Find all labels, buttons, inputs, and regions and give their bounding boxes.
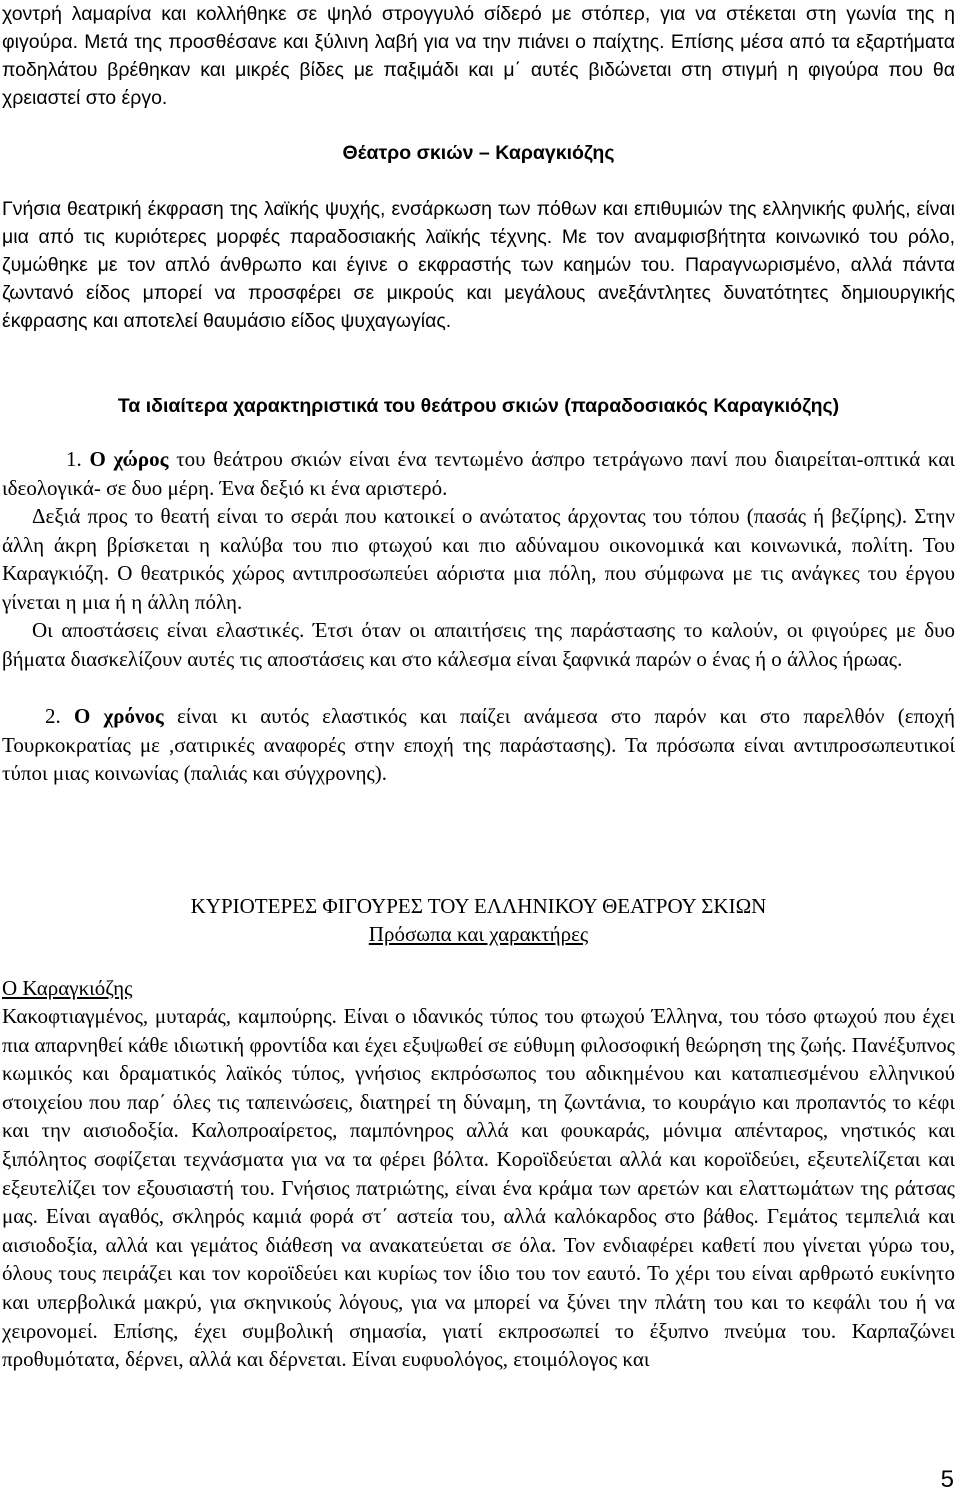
item-1-paragraph-3: Οι αποστάσεις είναι ελαστικές. Έτσι όταν οι απαιτήσεις της παράστασης το καλούν, οι φιγούρες με δυο βήματα διασκελίζουν αυτές τις αποστάσεις και στο κάλεσμα είναι ξαφνικά παρών ο ένας ή ο άλλος ήρωας.	[2, 618, 955, 671]
item-1-text: του θεάτρου σκιών είναι ένα τεντωμένο άσπρο τετράγωνο πανί που διαιρείται-οπτικά και ιδεολογικά- σε δυο μέρη. Ένα δεξιό κι ένα αριστερό.	[2, 447, 955, 500]
item-2-term: Ο χρόνος	[73, 704, 164, 728]
section-heading-shadow-theatre: Θέατρο σκιών – Καραγκιόζης	[342, 142, 615, 164]
shadow-theatre-paragraph: Γνήσια θεατρική έκφραση της λαϊκής ψυχής, ενσάρκωση των πόθων και επιθυμιών της ελληνικής φυλής, είναι μια από τις κυριότερες μορφές παραδοσιακής λαϊκής τέχνης. Με τον αναμφισβήτητα κοινωνικό του ρόλο, ζυμώθηκε με τον απλό άνθρωπο και έγινε ο εκφραστής των καημών του. Παραγνωρισμένο, αλλά πάντα ζωντανό είδος μπορεί να προσφέρει σε μικρούς και μεγάλους ανεξάντλητες δυνατότητες δημιουργικής έκφρασης και αποτελεί θαυμάσιο είδος ψυχαγωγίας.	[2, 198, 955, 332]
page-number: 5	[940, 1466, 954, 1493]
item-2-paragraph	[2, 702, 955, 788]
item-2-number: 2.	[45, 704, 74, 728]
item-1-term: Ο χώρος	[89, 447, 169, 471]
section-heading-figures: ΚΥΡΙΟΤΕΡΕΣ ΦΙΓΟΥΡΕΣ ΤΟΥ ΕΛΛΗΝΙΚΟΥ ΘΕΑΤΡΟΥ ΣΚΙΩΝ	[190, 894, 767, 918]
item-1-paragraph-2: Δεξιά προς το θεατή είναι το σεράι που κατοικεί ο ανώτατος άρχοντας του τόπου (πασάς ή βεζίρης). Στην άλλη άκρη βρίσκεται η καλύβα του πιο φτωχού και πιο αδύναμου οικονομικά και κοινωνικά, πολίτη. Του Καραγκιόζη. Ο θεατρικός χώρος αντιπροσωπεύει αόριστα μια πόλη, που σύμφωνα με τις ανάγκες του έργου γίνεται η μια ή η άλλη πόλη.	[2, 504, 955, 614]
section-heading-characteristics: Τα ιδιαίτερα χαρακτηριστικά του θεάτρου σκιών (παραδοσιακός Καραγκιόζης)	[117, 395, 840, 417]
item-1-number: 1.	[66, 447, 90, 471]
intro-paragraph: χοντρή λαμαρίνα και κολλήθηκε σε ψηλό στρογγυλό σίδερό με στόπερ, για να στέκεται στη γωνία της η φιγούρα. Μετά της προσθέσανε και ξύλινη λαβή για να την πιάνει ο παίχτης. Επίσης μέσα από τα εξαρτήματα ποδηλάτου βρέθηκαν και μικρές βίδες με παξιμάδι και μ΄ αυτές βιδώνεται στη στιγμή η φιγούρα που θα χρειαστεί στο έργο.	[2, 3, 955, 109]
item-1-paragraph	[2, 445, 955, 502]
character-description-karagiozis: Κακοφτιαγμένος, μυταράς, καμπούρης. Είναι ο ιδανικός τύπος του φτωχού Έλληνα, του τόσο φτωχού που έχει πια απαρνηθεί κάθε ιδιωτική φροντίδα και έχει εξυψωθεί σε εύθυμη φιλοσοφική θεώρηση της ζωής. Πανέξυπνος κωμικός και δραματικός λαϊκός τύπος, γνήσιος εκπρόσωπος του αδικημένου και καταπιεσμένου ελληνικού στοιχείου που παρ΄ όλες τις ταπεινώσεις, διατηρεί τη δύναμη, τη ζωντάνια, το κουράγιο και προπαντός το κέφι και την αισιοδοξία. Καλοπροαίρετος, παμπόνηρος αλλά και φουκαράς, μόνιμα απένταρος, νηστικός και ξιπόλητος σοφίζεται τεχνάσματα για να τα φέρει βόλτα. Κοροϊδεύεται αλλά και κοροϊδεύει, εξευτελίζεται και εξευτελίζει τον εξουσιαστή του. Γνήσιος πατριώτης, είναι ένα κράμα των αρετών και ελαττωμάτων της ράτσας μας. Είναι αγαθός, σκληρός καμιά φορά στ΄ αστεία του, αλλά καλόκαρδος στο βάθος. Γεμάτος τεμπελιά και αισιοδοξία, αλλά και γεμάτος διάθεση να ανακατεύεται σε όλα. Τον ενδιαφέρει καθετί που γίνεται γύρω του, όλους τους πειράζει και τον κοροϊδεύει και κυρίως τον ίδιο του τον εαυτό. Το χέρι του είναι αρθρωτό ευκίνητο και υπερβολικά μακρύ, για σκηνικούς λόγους, για να μπορεί να ξύνει την πλάτη του και το κεφάλι του ή να χειρονομεί. Επίσης, έχει συμβολική σημασία, γιατί εκπροσωπεί το έξυπνο πνεύμα του. Καρπαζώνει προθυμότατα, δέρνει, αλλά και δέρνεται. Είναι ευφυολόγος, ετοιμόλογος και	[2, 1004, 955, 1372]
item-2-text: είναι κι αυτός ελαστικός και παίζει ανάμεσα στο παρόν και στο παρελθόν (εποχή Τουρκοκρατίας με ,σατιρικές αναφορές στην εποχή της παράστασης). Τα πρόσωπα είναι αντιπροσωπευτικοί τύποι μιας κοινωνίας (παλιάς και σύγχρονης).	[2, 704, 955, 786]
section-subheading-characters: Πρόσωπα και χαρακτήρες	[368, 922, 589, 946]
character-title-karagiozis: Ο Καραγκιόζης	[2, 976, 133, 1000]
